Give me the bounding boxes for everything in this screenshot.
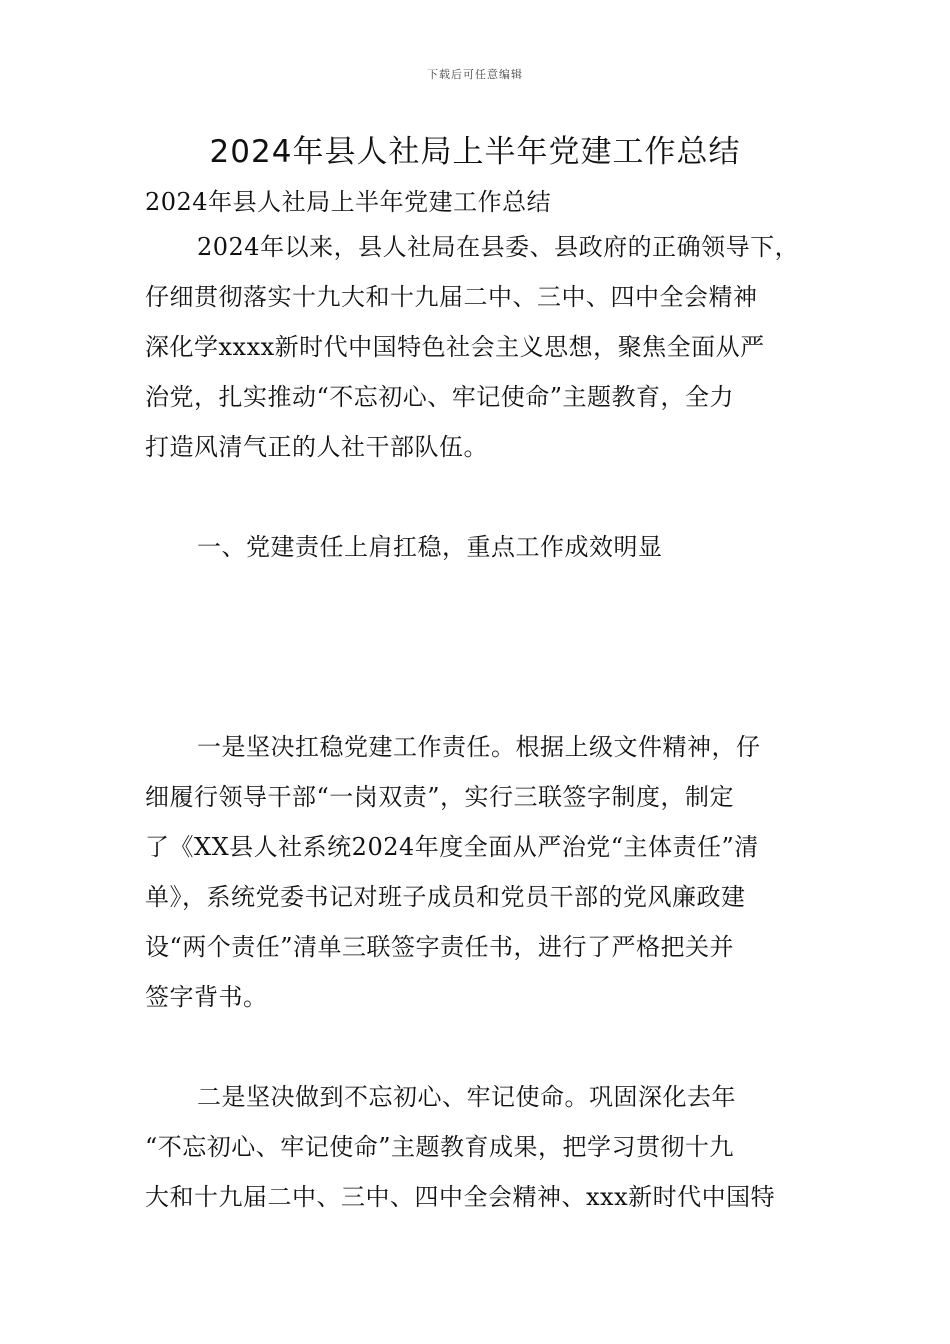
paragraph-line: 仔细贯彻落实十九大和十九届二中、三中、四中全会精神 bbox=[145, 283, 758, 311]
paragraph-intro bbox=[145, 222, 815, 472]
paragraph-responsibility bbox=[145, 722, 815, 1022]
paragraph-line: 一是坚决扛稳党建工作责任。根据上级文件精神，仔 bbox=[197, 733, 761, 761]
document-title: 2024年县人社局上半年党建工作总结 bbox=[209, 134, 741, 170]
paragraph-line: 设“两个责任”清单三联签字责任书，进行了严格把关并 bbox=[145, 933, 735, 961]
paragraph-line: 大和十九届二中、三中、四中全会精神、xxx新时代中国特 bbox=[145, 1183, 776, 1211]
paragraph-line: 了《XX县人社系统2024年度全面从严治党“主体责任”清 bbox=[145, 833, 759, 861]
document-subtitle bbox=[145, 177, 815, 227]
subtitle-line: 2024年县人社局上半年党建工作总结 bbox=[145, 188, 552, 216]
section-heading-text: 一、党建责任上肩扛稳，重点工作成效明显 bbox=[197, 533, 663, 561]
paragraph-line: 签字背书。 bbox=[145, 983, 268, 1011]
header-note: 下载后可任意编辑 bbox=[427, 68, 523, 81]
paragraph-line: 治党，扎实推动“不忘初心、牢记使命”主题教育，全力 bbox=[145, 383, 735, 411]
paragraph-line: 二是坚决做到不忘初心、牢记使命。巩固深化去年 bbox=[197, 1083, 736, 1111]
paragraph-line: 深化学xxxx新时代中国特色社会主义思想，聚焦全面从严 bbox=[145, 333, 765, 361]
section-heading-1 bbox=[145, 522, 815, 572]
paragraph-original-aspiration bbox=[145, 1072, 815, 1222]
paragraph-line: 打造风清气正的人社干部队伍。 bbox=[145, 433, 488, 461]
paragraph-line: “不忘初心、牢记使命”主题教育成果，把学习贯彻十九 bbox=[145, 1133, 735, 1161]
paragraph-line: 2024年以来，县人社局在县委、县政府的正确领导下， bbox=[197, 233, 800, 261]
paragraph-line: 细履行领导干部“一岗双责”，实行三联签字制度，制定 bbox=[145, 783, 735, 811]
paragraph-line: 单》，系统党委书记对班子成员和党员干部的党风廉政建 bbox=[145, 883, 746, 911]
